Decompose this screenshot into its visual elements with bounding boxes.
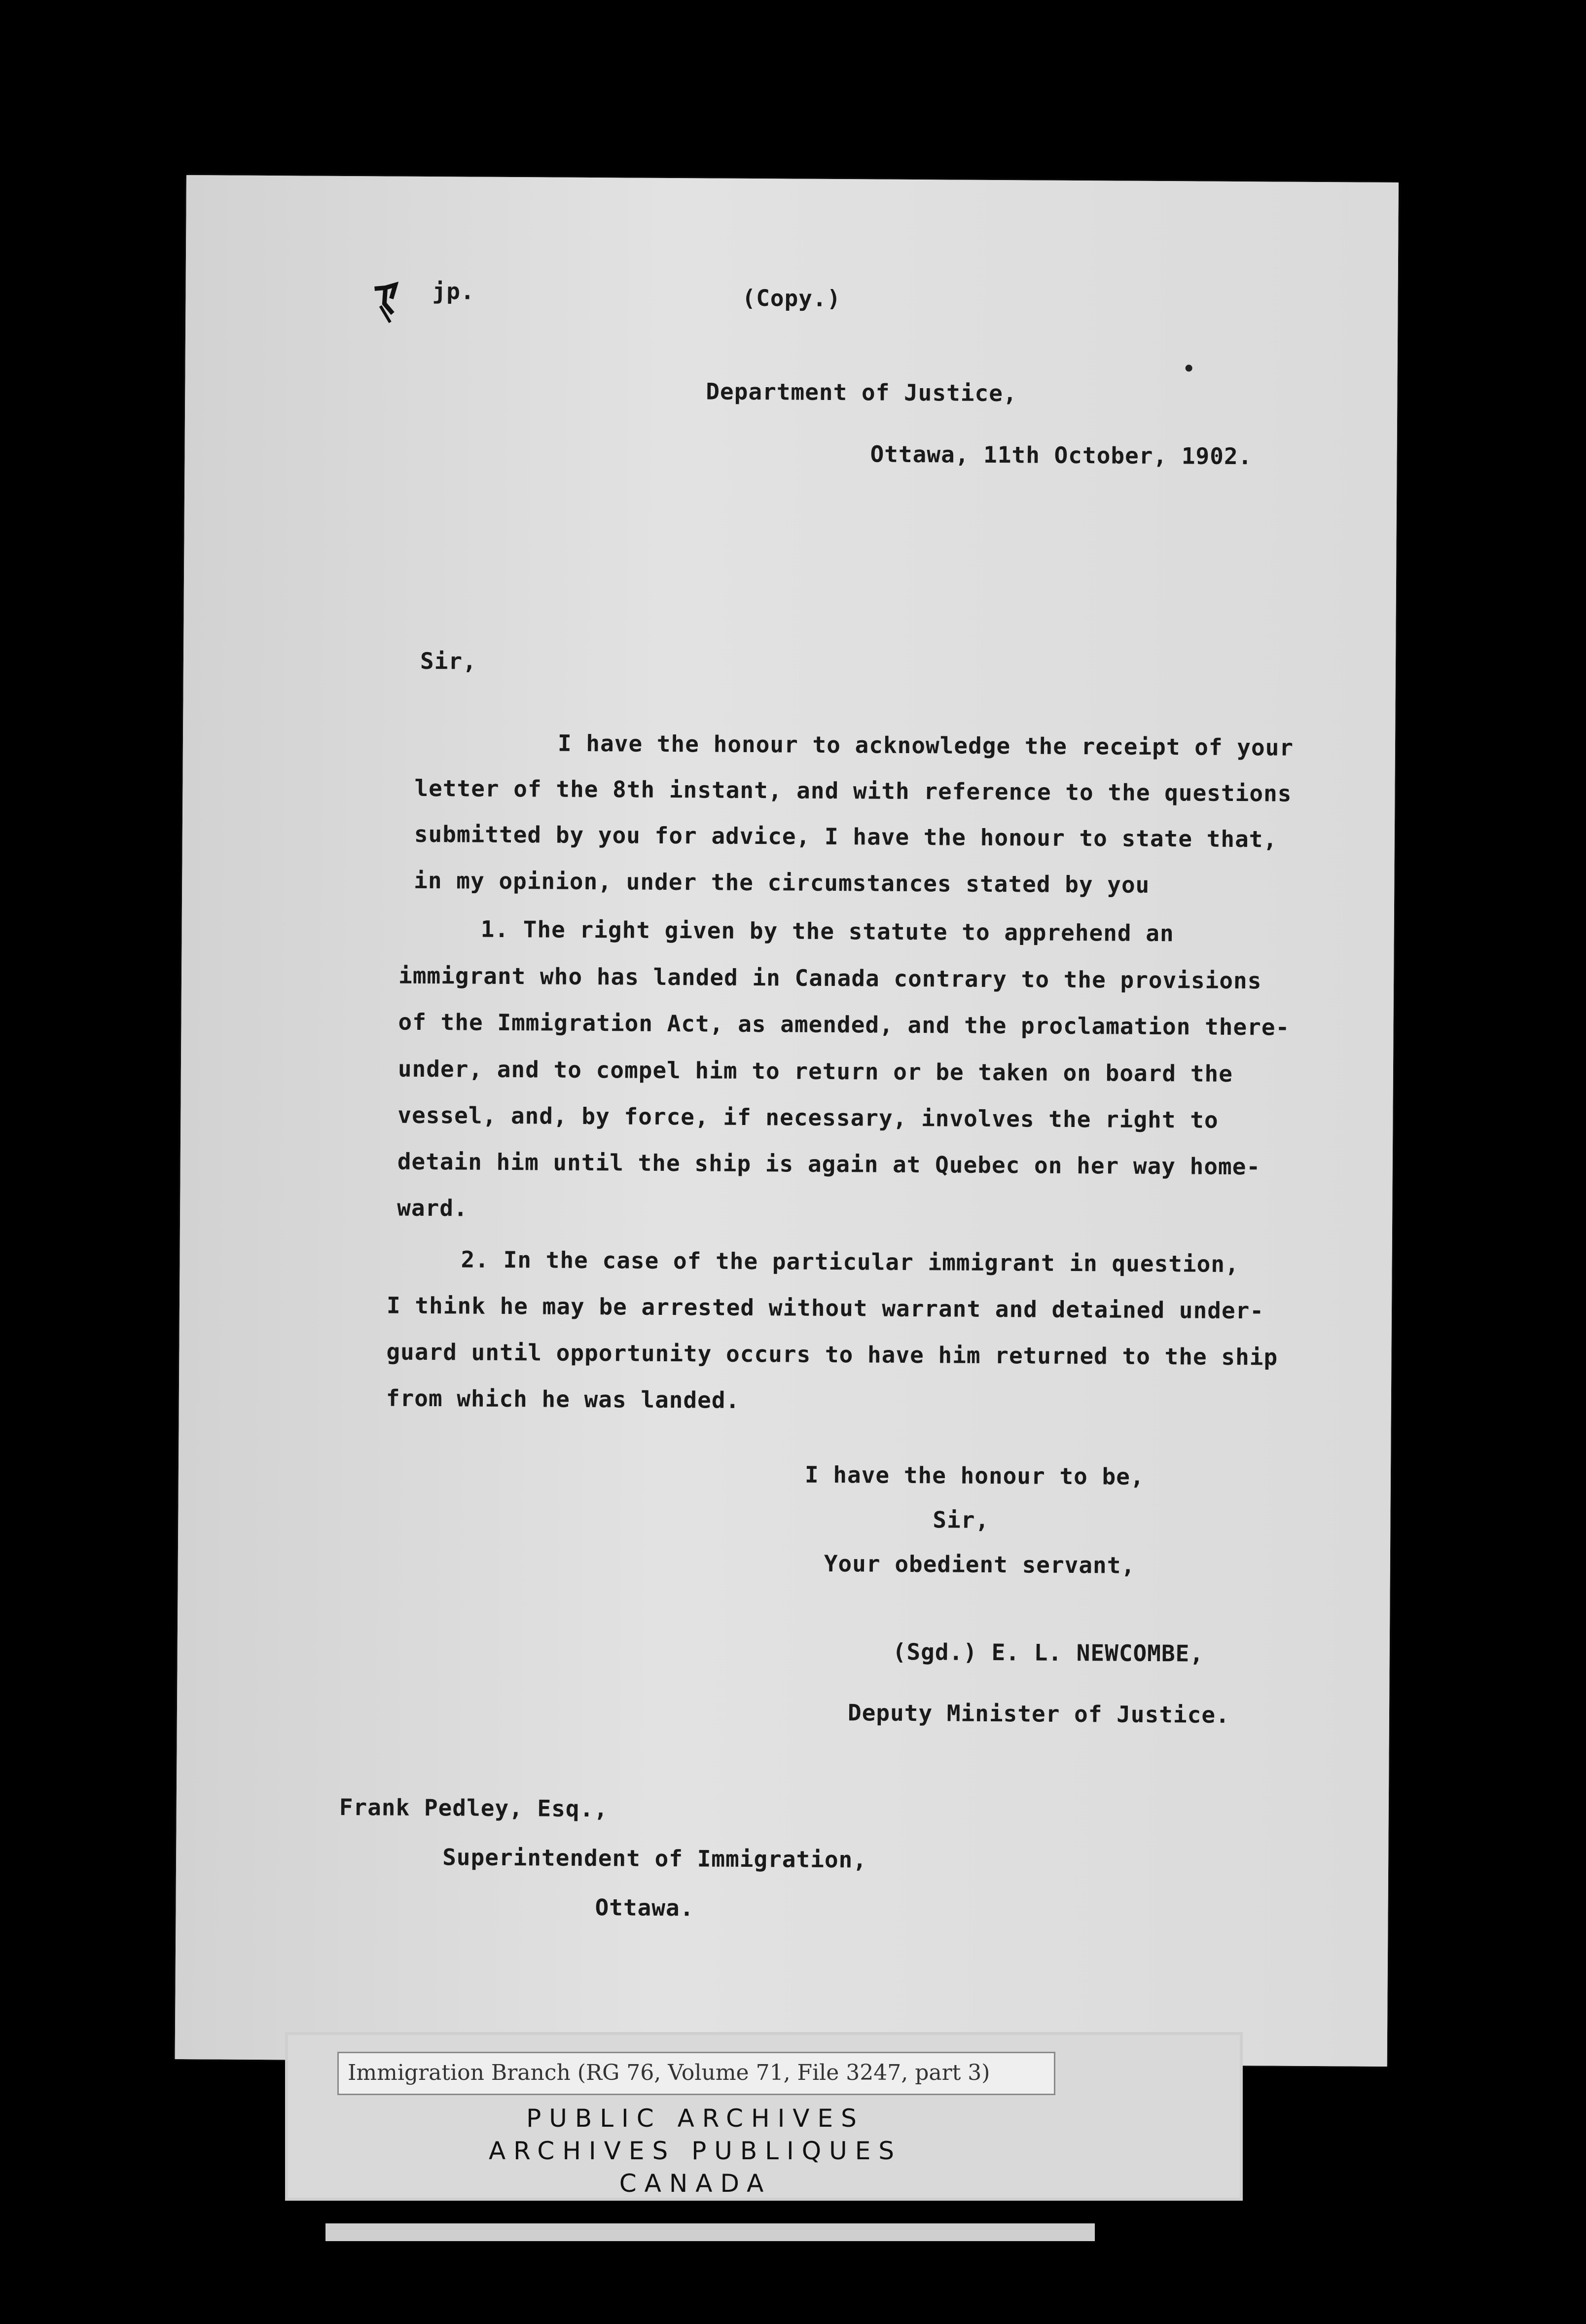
closing-line: Sir,	[933, 1506, 990, 1533]
department-line: Department of Justice,	[706, 378, 1017, 407]
body-line: submitted by you for advice, I have the honour to state that,	[414, 820, 1278, 853]
addressee-name: Frank Pedley, Esq.,	[339, 1793, 609, 1822]
body-line: letter of the 8th instant, and with reference to the questions	[414, 774, 1292, 807]
point-2-line: from which he was landed.	[386, 1384, 740, 1414]
archive-stamp-line: PUBLIC ARCHIVES	[526, 2104, 865, 2133]
initials: jp.	[432, 278, 475, 305]
handwritten-mark-icon	[370, 279, 405, 323]
archive-stamp	[340, 2102, 1050, 2200]
point-1-line: 1. The right given by the statute to apprehend an	[480, 915, 1174, 947]
label-strip-edge	[325, 2223, 1095, 2241]
letter-page	[175, 175, 1399, 2067]
point-2-line: guard until opportunity occurs to have him returned to the ship	[386, 1338, 1278, 1371]
salutation: Sir,	[420, 647, 477, 675]
point-1-line: ward.	[397, 1194, 468, 1222]
copy-label: (Copy.)	[742, 284, 841, 312]
body-line: I have the honour to acknowledge the receipt of your	[557, 729, 1294, 761]
closing-line: Your obedient servant,	[824, 1550, 1136, 1579]
point-2-line: 2. In the case of the particular immigrant in question,	[461, 1246, 1239, 1278]
archive-stamp-line: ARCHIVES PUBLIQUES	[488, 2137, 902, 2165]
closing-line: I have the honour to be,	[804, 1461, 1145, 1490]
archive-stamp-line: CANADA	[619, 2169, 772, 2198]
ink-dot	[1186, 364, 1192, 371]
point-1-line: of the Immigration Act, as amended, and the proclamation there-	[398, 1008, 1290, 1041]
archive-reference-tag	[337, 2052, 1055, 2095]
signature-line: (Sgd.) E. L. NEWCOMBE,	[892, 1638, 1204, 1667]
signer-title: Deputy Minister of Justice.	[847, 1699, 1230, 1728]
addressee-title: Superintendent of Immigration,	[442, 1844, 867, 1873]
point-1-line: vessel, and, by force, if necessary, involves the right to	[397, 1101, 1219, 1133]
place-date-line: Ottawa, 11th October, 1902.	[870, 440, 1253, 470]
body-line: in my opinion, under the circumstances stated by you	[414, 867, 1150, 898]
point-1-line: immigrant who has landed in Canada contrary to the provisions	[398, 962, 1262, 994]
point-1-line: detain him until the ship is again at Quebec on her way home-	[397, 1148, 1261, 1180]
point-2-line: I think he may be arrested without warrant and detained under-	[386, 1292, 1264, 1324]
archive-reference: Immigration Branch (RG 76, Volume 71, File 3247, part 3)	[348, 2060, 990, 2085]
addressee-city: Ottawa.	[595, 1894, 694, 1922]
point-1-line: under, and to compel him to return or be taken on board the	[397, 1055, 1233, 1087]
